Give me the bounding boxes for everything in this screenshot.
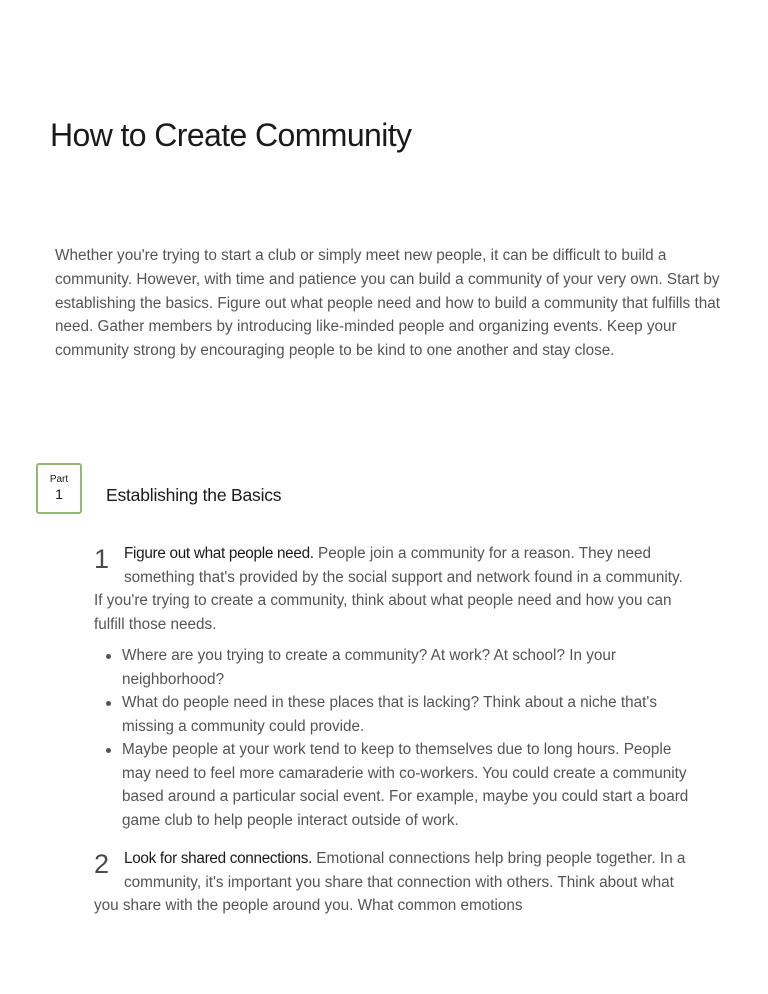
step-heading: Figure out what people need. — [124, 545, 314, 562]
step-heading: Look for shared connections. — [124, 850, 313, 867]
part-number: 1 — [55, 486, 63, 502]
step-number: 1 — [94, 544, 110, 574]
part-label: Part — [49, 474, 69, 485]
list-item — [104, 738, 694, 832]
step-body: People join a community for a reason. They need something that's provided by the social support and network found in a community. If you're trying to create a community, think about what people need and how you can fulfill those needs. — [94, 545, 683, 633]
bullet-icon — [106, 701, 111, 706]
list-item-text: What do people need in these places that is lacking? Think about a niche that's missing a community could provide. — [122, 694, 657, 735]
step-1-bullet-list — [104, 644, 694, 832]
article-title: How to Create Community — [50, 117, 412, 153]
step-1 — [94, 542, 694, 636]
step-body: Emotional connections help bring people together. In a community, it's important you share that connection with others. Think about what you share with the people around you. What common emotions — [94, 850, 686, 914]
step-number: 2 — [94, 849, 110, 879]
bullet-icon — [106, 654, 111, 659]
part-badge — [36, 463, 82, 514]
list-item-text: Maybe people at your work tend to keep to themselves due to long hours. People may need to feel more camaraderie with co-workers. You could create a community based around a particular social event. For example, maybe you could start a board game club to help people interact outside of work. — [122, 741, 689, 829]
step-2 — [94, 847, 694, 918]
list-item — [104, 691, 694, 738]
list-item-text: Where are you trying to create a community? At work? At school? In your neighborhood? — [122, 647, 616, 688]
article-intro: Whether you're trying to start a club or simply meet new people, it can be difficult to build a community. However, with time and patience you can build a community of your very own. Start by establishing the basics. Figure out what people need and how to build a community that fulfills that need. Gather members by introducing like-minded people and organizing events. Keep your community strong by encouraging people to be kind to one another and stay close. — [55, 247, 720, 360]
bullet-icon — [106, 748, 111, 753]
section-title: Establishing the Basics — [106, 485, 282, 505]
list-item — [104, 644, 694, 691]
